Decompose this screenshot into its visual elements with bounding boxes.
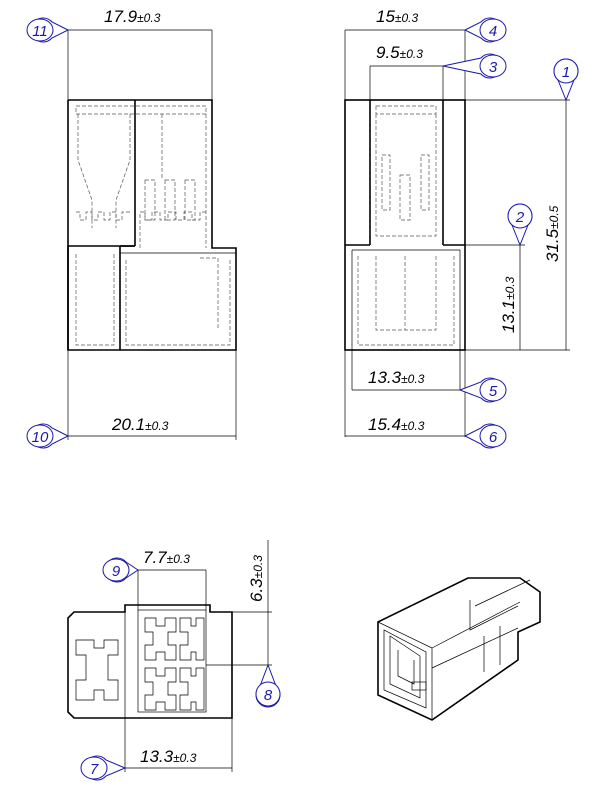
dim-7-7-value: 7.7±0.3 [143, 548, 190, 567]
svg-text:7: 7 [89, 761, 99, 778]
balloon-11 [27, 18, 68, 42]
svg-text:6: 6 [488, 429, 498, 446]
balloon-4 [465, 18, 506, 42]
end-view [68, 540, 272, 772]
dim-9-5-value: 9.5±0.3 [376, 43, 423, 62]
isometric-view [378, 578, 540, 720]
balloon-5 [460, 378, 506, 402]
dim-15-value: 15±0.3 [376, 7, 419, 26]
dim-6-3-value: 6.3±0.3 [247, 555, 266, 602]
balloon-7 [81, 756, 125, 780]
svg-text:10: 10 [31, 429, 49, 446]
balloon-9 [103, 558, 138, 582]
svg-text:1: 1 [561, 64, 571, 81]
balloon-1 [554, 59, 578, 100]
dim-13-3-front-value: 13.3±0.3 [368, 368, 425, 387]
balloon-6 [465, 424, 506, 448]
side-view [68, 30, 236, 440]
svg-text:5: 5 [488, 383, 498, 400]
svg-text:3: 3 [488, 59, 498, 76]
svg-text:4: 4 [488, 23, 498, 40]
balloon-3 [443, 54, 506, 78]
dim-15-4-value: 15.4±0.3 [368, 415, 425, 434]
dim-20-1-value: 20.1±0.3 [112, 415, 169, 434]
svg-text:9: 9 [111, 563, 121, 580]
balloon-8 [256, 665, 280, 707]
balloon-2 [508, 204, 532, 245]
svg-text:8: 8 [263, 687, 273, 704]
balloons [27, 18, 578, 780]
svg-text:11: 11 [32, 23, 48, 40]
balloon-10 [27, 424, 68, 448]
dim-17-9-value: 17.9±0.3 [104, 7, 161, 26]
dim-31-5-value: 31.5±0.5 [543, 205, 562, 262]
svg-text:2: 2 [515, 209, 525, 226]
dim-13-1-value: 13.1±0.3 [499, 276, 518, 333]
dim-13-3-end-value: 13.3±0.3 [140, 747, 197, 766]
